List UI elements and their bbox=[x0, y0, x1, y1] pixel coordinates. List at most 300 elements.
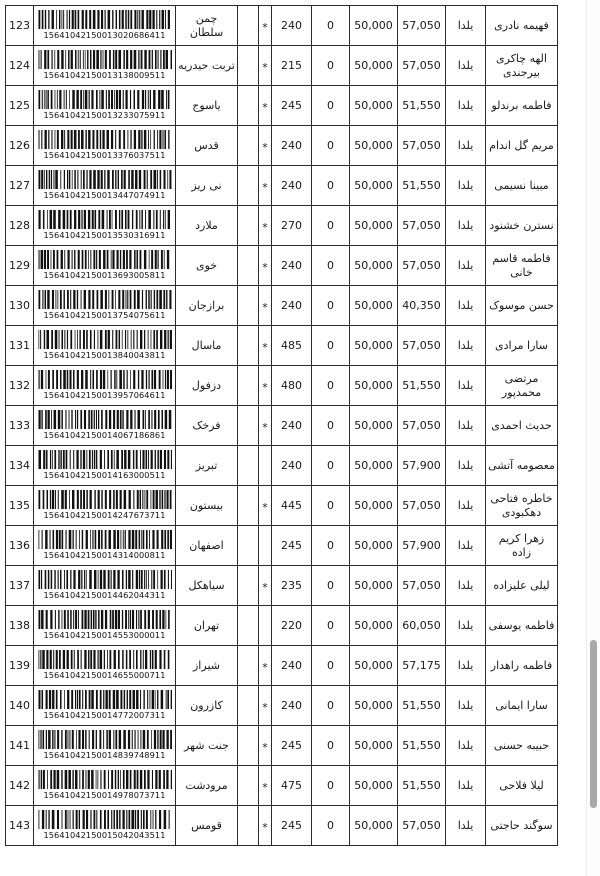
barcode-table bbox=[5, 5, 558, 846]
cell-customer-name: فاطمه راهدار bbox=[486, 646, 558, 686]
cell-flag bbox=[259, 606, 272, 646]
cell-barcode bbox=[34, 726, 176, 766]
barcode-number: 15641042150014772007311 bbox=[43, 710, 166, 721]
asterisk-icon: * bbox=[262, 20, 268, 34]
cell-customer-name: لیلی علیزاده bbox=[486, 566, 558, 606]
cell-customer-name: فاطمه یوسفی bbox=[486, 606, 558, 646]
barcode-number: 15641042150013138009511 bbox=[43, 70, 166, 81]
cell-discount: 0 bbox=[312, 526, 350, 566]
barcode-number: 15641042150015042043511 bbox=[43, 830, 166, 841]
cell-spacer bbox=[238, 806, 259, 846]
barcode-graphic bbox=[36, 490, 173, 520]
cell-price: 51,550 bbox=[398, 166, 446, 206]
cell-flag bbox=[259, 486, 272, 526]
cell-city: برازجان bbox=[176, 286, 238, 326]
barcode-graphic bbox=[36, 370, 173, 400]
cell-barcode bbox=[34, 446, 176, 486]
cell-weight: 240 bbox=[272, 406, 312, 446]
cell-base-amount: 50,000 bbox=[350, 366, 398, 406]
barcode-number: 15641042150014655000711 bbox=[43, 670, 166, 681]
cell-weight: 215 bbox=[272, 46, 312, 86]
cell-customer-name: الهه چاکری بیرجندی bbox=[486, 46, 558, 86]
cell-row-number: 133 bbox=[6, 406, 34, 446]
cell-brand: یلدا bbox=[446, 166, 486, 206]
cell-brand: یلدا bbox=[446, 206, 486, 246]
cell-barcode bbox=[34, 126, 176, 166]
cell-city: سیاهکل bbox=[176, 566, 238, 606]
cell-city: شیراز bbox=[176, 646, 238, 686]
table-row bbox=[6, 46, 558, 86]
cell-brand: یلدا bbox=[446, 646, 486, 686]
cell-discount: 0 bbox=[312, 406, 350, 446]
cell-barcode bbox=[34, 246, 176, 286]
cell-base-amount: 50,000 bbox=[350, 766, 398, 806]
cell-row-number: 128 bbox=[6, 206, 34, 246]
cell-flag bbox=[259, 566, 272, 606]
table-row bbox=[6, 526, 558, 566]
cell-discount: 0 bbox=[312, 766, 350, 806]
barcode-number: 15641042150014978073711 bbox=[43, 790, 166, 801]
cell-city: قومس bbox=[176, 806, 238, 846]
cell-spacer bbox=[238, 326, 259, 366]
cell-row-number: 129 bbox=[6, 246, 34, 286]
barcode-graphic bbox=[36, 410, 173, 440]
barcode-graphic bbox=[36, 290, 173, 320]
cell-spacer bbox=[238, 606, 259, 646]
cell-price: 57,050 bbox=[398, 806, 446, 846]
cell-customer-name: حبیبه حسنی bbox=[486, 726, 558, 766]
cell-city: ماسال bbox=[176, 326, 238, 366]
cell-brand: یلدا bbox=[446, 326, 486, 366]
cell-price: 51,550 bbox=[398, 686, 446, 726]
cell-discount: 0 bbox=[312, 566, 350, 606]
cell-row-number: 132 bbox=[6, 366, 34, 406]
cell-spacer bbox=[238, 46, 259, 86]
cell-customer-name: زهرا کریم زاده bbox=[486, 526, 558, 566]
cell-brand: یلدا bbox=[446, 6, 486, 46]
cell-customer-name: فهیمه نادری bbox=[486, 6, 558, 46]
barcode-number: 15641042150013233075911 bbox=[43, 110, 166, 121]
cell-brand: یلدا bbox=[446, 726, 486, 766]
cell-base-amount: 50,000 bbox=[350, 206, 398, 246]
table-row bbox=[6, 686, 558, 726]
cell-discount: 0 bbox=[312, 126, 350, 166]
cell-brand: یلدا bbox=[446, 526, 486, 566]
cell-row-number: 140 bbox=[6, 686, 34, 726]
cell-discount: 0 bbox=[312, 6, 350, 46]
cell-city: تهران bbox=[176, 606, 238, 646]
asterisk-icon: * bbox=[262, 700, 268, 714]
cell-price: 51,550 bbox=[398, 86, 446, 126]
cell-flag bbox=[259, 206, 272, 246]
cell-weight: 475 bbox=[272, 766, 312, 806]
asterisk-icon: * bbox=[262, 660, 268, 674]
cell-weight: 240 bbox=[272, 286, 312, 326]
table-row bbox=[6, 366, 558, 406]
barcode-number: 15641042150013957064611 bbox=[43, 390, 166, 401]
cell-barcode bbox=[34, 646, 176, 686]
cell-spacer bbox=[238, 766, 259, 806]
cell-row-number: 126 bbox=[6, 126, 34, 166]
asterisk-icon: * bbox=[262, 380, 268, 394]
cell-flag bbox=[259, 646, 272, 686]
cell-spacer bbox=[238, 366, 259, 406]
cell-base-amount: 50,000 bbox=[350, 6, 398, 46]
cell-barcode bbox=[34, 206, 176, 246]
cell-price: 57,050 bbox=[398, 6, 446, 46]
cell-base-amount: 50,000 bbox=[350, 326, 398, 366]
cell-price: 57,050 bbox=[398, 46, 446, 86]
cell-customer-name: سارا مرادی bbox=[486, 326, 558, 366]
table-row bbox=[6, 166, 558, 206]
table-row bbox=[6, 446, 558, 486]
cell-row-number: 127 bbox=[6, 166, 34, 206]
cell-brand: یلدا bbox=[446, 86, 486, 126]
cell-city: ملارد bbox=[176, 206, 238, 246]
cell-city: دزفول bbox=[176, 366, 238, 406]
cell-barcode bbox=[34, 566, 176, 606]
cell-price: 51,550 bbox=[398, 366, 446, 406]
barcode-graphic bbox=[36, 450, 173, 480]
cell-base-amount: 50,000 bbox=[350, 486, 398, 526]
barcode-number: 15641042150014462044311 bbox=[43, 590, 166, 601]
cell-spacer bbox=[238, 486, 259, 526]
barcode-number: 15641042150013447074911 bbox=[43, 190, 166, 201]
cell-brand: یلدا bbox=[446, 406, 486, 446]
cell-city: چمن سلطان bbox=[176, 6, 238, 46]
cell-spacer bbox=[238, 726, 259, 766]
cell-customer-name: مرتضی محمدپور bbox=[486, 366, 558, 406]
cell-brand: یلدا bbox=[446, 766, 486, 806]
cell-barcode bbox=[34, 526, 176, 566]
cell-customer-name: نسترن خشنود bbox=[486, 206, 558, 246]
barcode-graphic bbox=[36, 50, 173, 80]
cell-customer-name: حدیث احمدی bbox=[486, 406, 558, 446]
cell-barcode bbox=[34, 6, 176, 46]
table-row bbox=[6, 646, 558, 686]
asterisk-icon: * bbox=[262, 60, 268, 74]
cell-row-number: 130 bbox=[6, 286, 34, 326]
cell-customer-name: فاطمه برندلو bbox=[486, 86, 558, 126]
cell-base-amount: 50,000 bbox=[350, 406, 398, 446]
barcode-graphic bbox=[36, 690, 173, 720]
cell-spacer bbox=[238, 246, 259, 286]
cell-discount: 0 bbox=[312, 46, 350, 86]
cell-weight: 240 bbox=[272, 446, 312, 486]
vertical-scrollbar-thumb[interactable] bbox=[590, 640, 597, 808]
barcode-graphic bbox=[36, 530, 173, 560]
asterisk-icon: * bbox=[262, 300, 268, 314]
cell-barcode bbox=[34, 366, 176, 406]
cell-row-number: 123 bbox=[6, 6, 34, 46]
cell-brand: یلدا bbox=[446, 286, 486, 326]
cell-customer-name: حسن موسوک bbox=[486, 286, 558, 326]
cell-price: 57,050 bbox=[398, 406, 446, 446]
cell-row-number: 141 bbox=[6, 726, 34, 766]
barcode-graphic bbox=[36, 90, 173, 120]
cell-flag bbox=[259, 366, 272, 406]
cell-city: قدس bbox=[176, 126, 238, 166]
cell-discount: 0 bbox=[312, 366, 350, 406]
cell-city: بیستون bbox=[176, 486, 238, 526]
cell-discount: 0 bbox=[312, 726, 350, 766]
asterisk-icon: * bbox=[262, 740, 268, 754]
cell-flag bbox=[259, 446, 272, 486]
asterisk-icon: * bbox=[262, 260, 268, 274]
asterisk-icon: * bbox=[262, 220, 268, 234]
barcode-number: 15641042150013693005811 bbox=[43, 270, 166, 281]
vertical-scrollbar-track[interactable] bbox=[586, 0, 600, 876]
cell-customer-name: خاطره فتاحی دهکبودی bbox=[486, 486, 558, 526]
cell-flag bbox=[259, 686, 272, 726]
cell-customer-name: معصومه آتشی bbox=[486, 446, 558, 486]
cell-weight: 240 bbox=[272, 6, 312, 46]
cell-spacer bbox=[238, 566, 259, 606]
cell-customer-name: فاطمه قاسم خانی bbox=[486, 246, 558, 286]
cell-flag bbox=[259, 86, 272, 126]
cell-flag bbox=[259, 166, 272, 206]
asterisk-icon: * bbox=[262, 580, 268, 594]
barcode-graphic bbox=[36, 650, 173, 680]
cell-weight: 240 bbox=[272, 126, 312, 166]
cell-discount: 0 bbox=[312, 486, 350, 526]
cell-row-number: 137 bbox=[6, 566, 34, 606]
cell-city: خوی bbox=[176, 246, 238, 286]
cell-price: 57,050 bbox=[398, 326, 446, 366]
cell-discount: 0 bbox=[312, 86, 350, 126]
cell-spacer bbox=[238, 446, 259, 486]
cell-barcode bbox=[34, 406, 176, 446]
table-row bbox=[6, 406, 558, 446]
table-row bbox=[6, 126, 558, 166]
cell-row-number: 124 bbox=[6, 46, 34, 86]
cell-discount: 0 bbox=[312, 686, 350, 726]
cell-city: اصفهان bbox=[176, 526, 238, 566]
cell-weight: 240 bbox=[272, 646, 312, 686]
barcode-number: 15641042150013376037511 bbox=[43, 150, 166, 161]
cell-barcode bbox=[34, 86, 176, 126]
cell-weight: 235 bbox=[272, 566, 312, 606]
table-row bbox=[6, 566, 558, 606]
cell-brand: یلدا bbox=[446, 686, 486, 726]
table-row bbox=[6, 246, 558, 286]
cell-discount: 0 bbox=[312, 806, 350, 846]
barcode-number: 15641042150013530316911 bbox=[43, 230, 166, 241]
barcode-graphic bbox=[36, 130, 173, 160]
table-row bbox=[6, 326, 558, 366]
cell-discount: 0 bbox=[312, 446, 350, 486]
cell-row-number: 143 bbox=[6, 806, 34, 846]
table-row bbox=[6, 606, 558, 646]
cell-spacer bbox=[238, 206, 259, 246]
cell-customer-name: مبینا نسیمی bbox=[486, 166, 558, 206]
cell-base-amount: 50,000 bbox=[350, 126, 398, 166]
table-row bbox=[6, 6, 558, 46]
barcode-graphic bbox=[36, 770, 173, 800]
cell-price: 57,175 bbox=[398, 646, 446, 686]
barcode-number: 15641042150014163000511 bbox=[43, 470, 166, 481]
cell-city: تربت حیدریه bbox=[176, 46, 238, 86]
cell-base-amount: 50,000 bbox=[350, 286, 398, 326]
cell-price: 57,900 bbox=[398, 446, 446, 486]
barcode-number: 15641042150014314000811 bbox=[43, 550, 166, 561]
cell-flag bbox=[259, 246, 272, 286]
cell-brand: یلدا bbox=[446, 446, 486, 486]
asterisk-icon: * bbox=[262, 500, 268, 514]
cell-discount: 0 bbox=[312, 326, 350, 366]
cell-barcode bbox=[34, 686, 176, 726]
cell-price: 57,050 bbox=[398, 206, 446, 246]
cell-base-amount: 50,000 bbox=[350, 166, 398, 206]
cell-base-amount: 50,000 bbox=[350, 246, 398, 286]
table-row bbox=[6, 766, 558, 806]
asterisk-icon: * bbox=[262, 140, 268, 154]
table-row bbox=[6, 726, 558, 766]
cell-flag bbox=[259, 326, 272, 366]
cell-base-amount: 50,000 bbox=[350, 566, 398, 606]
cell-discount: 0 bbox=[312, 246, 350, 286]
table-body bbox=[6, 6, 558, 846]
cell-base-amount: 50,000 bbox=[350, 86, 398, 126]
barcode-graphic bbox=[36, 730, 173, 760]
table-row bbox=[6, 286, 558, 326]
cell-row-number: 142 bbox=[6, 766, 34, 806]
cell-brand: یلدا bbox=[446, 806, 486, 846]
cell-city: فرخک bbox=[176, 406, 238, 446]
cell-spacer bbox=[238, 166, 259, 206]
cell-flag bbox=[259, 726, 272, 766]
cell-customer-name: سوگند حاجتی bbox=[486, 806, 558, 846]
cell-spacer bbox=[238, 6, 259, 46]
cell-weight: 220 bbox=[272, 606, 312, 646]
cell-price: 57,050 bbox=[398, 126, 446, 166]
cell-weight: 240 bbox=[272, 686, 312, 726]
cell-city: نی ریز bbox=[176, 166, 238, 206]
asterisk-icon: * bbox=[262, 820, 268, 834]
cell-discount: 0 bbox=[312, 166, 350, 206]
barcode-number: 15641042150014839748911 bbox=[43, 750, 166, 761]
cell-customer-name: لیلا فلاحی bbox=[486, 766, 558, 806]
cell-flag bbox=[259, 46, 272, 86]
cell-spacer bbox=[238, 286, 259, 326]
cell-base-amount: 50,000 bbox=[350, 806, 398, 846]
cell-spacer bbox=[238, 406, 259, 446]
table-row bbox=[6, 206, 558, 246]
cell-customer-name: سارا ایمانی bbox=[486, 686, 558, 726]
cell-spacer bbox=[238, 86, 259, 126]
asterisk-icon: * bbox=[262, 180, 268, 194]
asterisk-icon: * bbox=[262, 100, 268, 114]
cell-weight: 245 bbox=[272, 726, 312, 766]
cell-brand: یلدا bbox=[446, 126, 486, 166]
cell-weight: 270 bbox=[272, 206, 312, 246]
cell-barcode bbox=[34, 806, 176, 846]
cell-weight: 245 bbox=[272, 86, 312, 126]
cell-weight: 245 bbox=[272, 526, 312, 566]
cell-spacer bbox=[238, 686, 259, 726]
cell-row-number: 134 bbox=[6, 446, 34, 486]
barcode-number: 15641042150013754075611 bbox=[43, 310, 166, 321]
cell-base-amount: 50,000 bbox=[350, 606, 398, 646]
cell-flag bbox=[259, 126, 272, 166]
barcode-graphic bbox=[36, 210, 173, 240]
cell-weight: 485 bbox=[272, 326, 312, 366]
cell-price: 60,050 bbox=[398, 606, 446, 646]
cell-row-number: 139 bbox=[6, 646, 34, 686]
barcode-number: 15641042150013020686411 bbox=[43, 30, 166, 41]
cell-row-number: 138 bbox=[6, 606, 34, 646]
cell-flag bbox=[259, 406, 272, 446]
cell-spacer bbox=[238, 126, 259, 166]
cell-weight: 480 bbox=[272, 366, 312, 406]
cell-price: 57,900 bbox=[398, 526, 446, 566]
cell-price: 57,050 bbox=[398, 486, 446, 526]
barcode-number: 15641042150014247673711 bbox=[43, 510, 166, 521]
cell-barcode bbox=[34, 286, 176, 326]
cell-base-amount: 50,000 bbox=[350, 46, 398, 86]
cell-row-number: 125 bbox=[6, 86, 34, 126]
cell-price: 40,350 bbox=[398, 286, 446, 326]
cell-city: یاسوج bbox=[176, 86, 238, 126]
barcode-graphic bbox=[36, 330, 173, 360]
cell-discount: 0 bbox=[312, 646, 350, 686]
cell-barcode bbox=[34, 46, 176, 86]
cell-base-amount: 50,000 bbox=[350, 526, 398, 566]
cell-discount: 0 bbox=[312, 606, 350, 646]
cell-flag bbox=[259, 806, 272, 846]
cell-city: کازرون bbox=[176, 686, 238, 726]
cell-brand: یلدا bbox=[446, 606, 486, 646]
cell-flag bbox=[259, 766, 272, 806]
cell-spacer bbox=[238, 526, 259, 566]
cell-barcode bbox=[34, 606, 176, 646]
cell-city: تبریز bbox=[176, 446, 238, 486]
barcode-graphic bbox=[36, 170, 173, 200]
cell-discount: 0 bbox=[312, 286, 350, 326]
cell-weight: 240 bbox=[272, 166, 312, 206]
cell-barcode bbox=[34, 486, 176, 526]
barcode-number: 15641042150013840043811 bbox=[43, 350, 166, 361]
cell-weight: 245 bbox=[272, 806, 312, 846]
cell-discount: 0 bbox=[312, 206, 350, 246]
cell-customer-name: مریم گل اندام bbox=[486, 126, 558, 166]
cell-price: 51,550 bbox=[398, 766, 446, 806]
table-row bbox=[6, 806, 558, 846]
cell-barcode bbox=[34, 766, 176, 806]
cell-base-amount: 50,000 bbox=[350, 446, 398, 486]
barcode-graphic bbox=[36, 250, 173, 280]
cell-price: 57,050 bbox=[398, 566, 446, 606]
barcode-graphic bbox=[36, 570, 173, 600]
cell-barcode bbox=[34, 326, 176, 366]
barcode-number: 15641042150014067186861 bbox=[43, 430, 166, 441]
cell-barcode bbox=[34, 166, 176, 206]
cell-weight: 445 bbox=[272, 486, 312, 526]
cell-price: 57,050 bbox=[398, 246, 446, 286]
cell-flag bbox=[259, 286, 272, 326]
cell-brand: یلدا bbox=[446, 246, 486, 286]
cell-city: جنت شهر bbox=[176, 726, 238, 766]
barcode-number: 15641042150014553000011 bbox=[43, 630, 166, 641]
cell-base-amount: 50,000 bbox=[350, 646, 398, 686]
table-row bbox=[6, 86, 558, 126]
cell-base-amount: 50,000 bbox=[350, 726, 398, 766]
barcode-graphic bbox=[36, 10, 173, 40]
asterisk-icon: * bbox=[262, 420, 268, 434]
cell-flag bbox=[259, 526, 272, 566]
cell-brand: یلدا bbox=[446, 566, 486, 606]
barcode-graphic bbox=[36, 610, 173, 640]
